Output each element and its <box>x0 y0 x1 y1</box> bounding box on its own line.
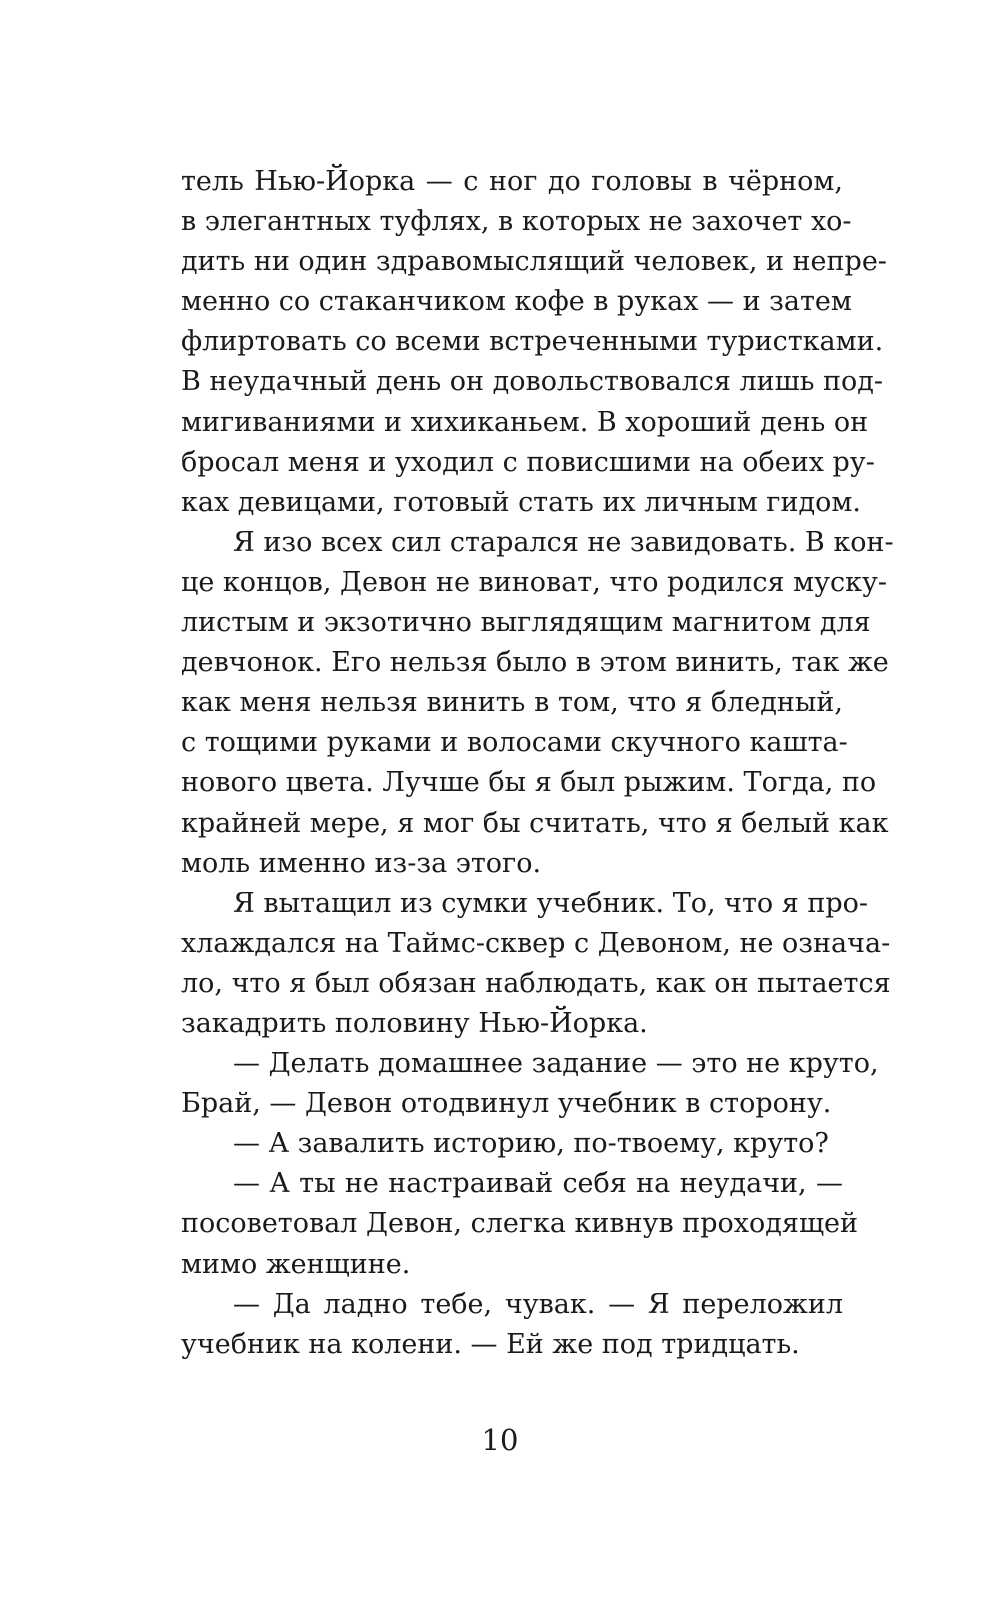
text-line: девчонок. Его нельзя было в этом винить, так же <box>181 647 889 679</box>
text-line: Брай, — Девон отодвинул учебник в сторону. <box>181 1088 832 1120</box>
text-line: — Да ладно тебе, чувак. — Я переложил <box>233 1288 843 1320</box>
text-line: с тощими руками и волосами скучного кашта- <box>181 727 848 759</box>
text-line: моль именно из-за этого. <box>181 847 542 879</box>
text-line: мимо женщине. <box>181 1248 411 1280</box>
text-line: нового цвета. Лучше бы я был рыжим. Тогда, по <box>181 767 877 799</box>
text-line: листым и экзотично выглядящим магнитом для <box>181 607 871 639</box>
text-line: посоветовал Девон, слегка кивнув проходящей <box>181 1208 859 1240</box>
text-line: ло, что я был обязан наблюдать, как он пытается <box>181 967 891 999</box>
page-number: 10 <box>481 1423 519 1457</box>
text-line: це концов, Девон не виноват, что родился муску- <box>181 566 887 598</box>
text-line: — А ты не настраивай себя на неудачи, — <box>233 1168 843 1200</box>
text-line: — А завалить историю, по-твоему, круто? <box>233 1128 829 1160</box>
text-line: дить ни один здравомыслящий человек, и непре- <box>181 246 887 278</box>
text-line: закадрить половину Нью-Йорка. <box>181 1007 648 1039</box>
text-line: В неудачный день он довольствовался лишь под- <box>181 366 884 398</box>
text-line: ках девицами, готовый стать их личным гидом. <box>181 486 861 518</box>
text-line: Я вытащил из сумки учебник. То, что я про- <box>233 887 869 919</box>
text-line: в элегантных туфлях, в которых не захочет хо- <box>181 206 852 238</box>
text-line: учебник на колени. — Ей же под тридцать. <box>181 1328 800 1360</box>
text-line: хлаждался на Таймс-сквер с Девоном, не означа- <box>181 927 891 959</box>
text-line: крайней мере, я мог бы считать, что я белый как <box>181 807 889 839</box>
text-line: флиртовать со всеми встреченными туристками. <box>181 326 884 358</box>
text-line: Я изо всех сил старался не завидовать. В кон- <box>233 526 894 558</box>
text-line: бросал меня и уходил с повисшими на обеих ру- <box>181 446 875 478</box>
text-line: тель Нью-Йорка — с ног до головы в чёрном, <box>181 166 843 197</box>
text-line: как меня нельзя винить в том, что я бледный, <box>181 687 843 719</box>
body-text <box>181 162 894 1365</box>
text-line: мигиваниями и хихиканьем. В хороший день он <box>181 406 869 438</box>
text-line: менно со стаканчиком кофе в руках — и затем <box>181 286 852 318</box>
text-line: — Делать домашнее задание — это не круто, <box>233 1048 879 1080</box>
